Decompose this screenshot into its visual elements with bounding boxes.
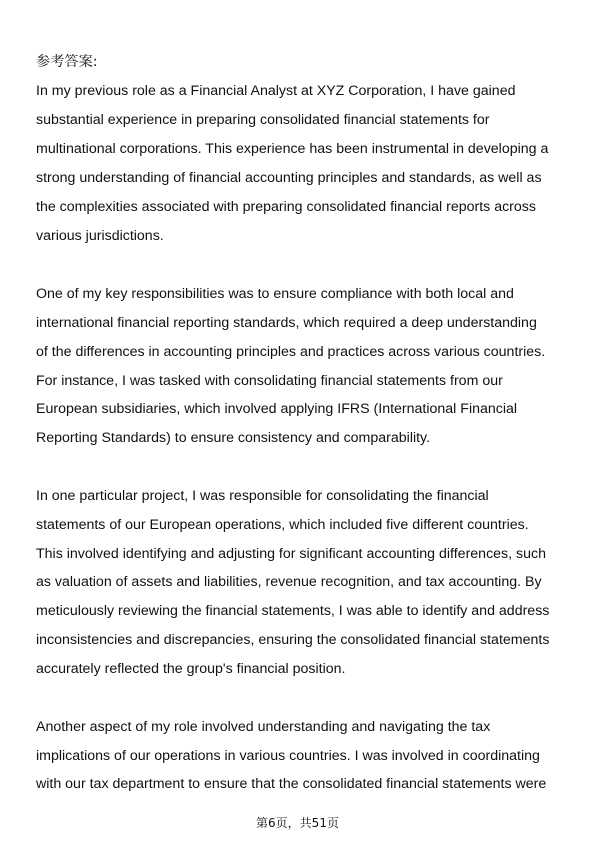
paragraph-2-line-4: For instance, I was tasked with consolidating financial statements from our (36, 373, 503, 389)
paragraph-2-line-3: of the differences in accounting principles and practices across various countries. (36, 344, 546, 360)
paragraph-1-line-5: the complexities associated with preparing consolidated financial reports across (36, 199, 536, 215)
paragraph-3-line-7: accurately reflected the group's financial position. (36, 661, 346, 677)
paragraph-4-line-3: with our tax department to ensure that the consolidated financial statements were (36, 776, 547, 792)
paragraph-2-line-5: European subsidiaries, which involved applying IFRS (International Financial (36, 401, 518, 417)
paragraph-3-line-2: statements of our European operations, which included five different countries. (36, 517, 529, 533)
paragraph-1-line-4: strong understanding of financial accounting principles and standards, as well as (36, 170, 542, 186)
answer-heading: 参考答案: (36, 54, 98, 70)
paragraph-1-line-1: In my previous role as a Financial Analyst at XYZ Corporation, I have gained (36, 83, 516, 99)
paragraph-4-line-1: Another aspect of my role involved understanding and navigating the tax (36, 719, 491, 735)
paragraph-3-line-1: In one particular project, I was responsible for consolidating the financial (36, 488, 489, 504)
paragraph-3-line-4: as valuation of assets and liabilities, revenue recognition, and tax accounting. By (36, 574, 542, 590)
paragraph-1-line-6: various jurisdictions. (36, 228, 164, 244)
paragraph-3-line-3: This involved identifying and adjusting for significant accounting differences, such (36, 546, 547, 562)
paragraph-3-line-6: inconsistencies and discrepancies, ensuring the consolidated financial statements (36, 632, 550, 648)
paragraph-1-line-2: substantial experience in preparing consolidated financial statements for (36, 112, 490, 128)
paragraph-3-line-5: meticulously reviewing the financial statements, I was able to identify and address (36, 603, 550, 619)
paragraph-4-line-2: implications of our operations in various countries. I was involved in coordinating (36, 748, 540, 764)
paragraph-2-line-1: One of my key responsibilities was to ensure compliance with both local and (36, 286, 514, 302)
paragraph-2-line-2: international financial reporting standards, which required a deep understanding (36, 315, 537, 331)
page-number: 第6页，共51页 (256, 816, 339, 830)
paragraph-2-line-6: Reporting Standards) to ensure consistency and comparability. (36, 430, 431, 446)
paragraph-1-line-3: multinational corporations. This experience has been instrumental in developing a (36, 141, 549, 157)
